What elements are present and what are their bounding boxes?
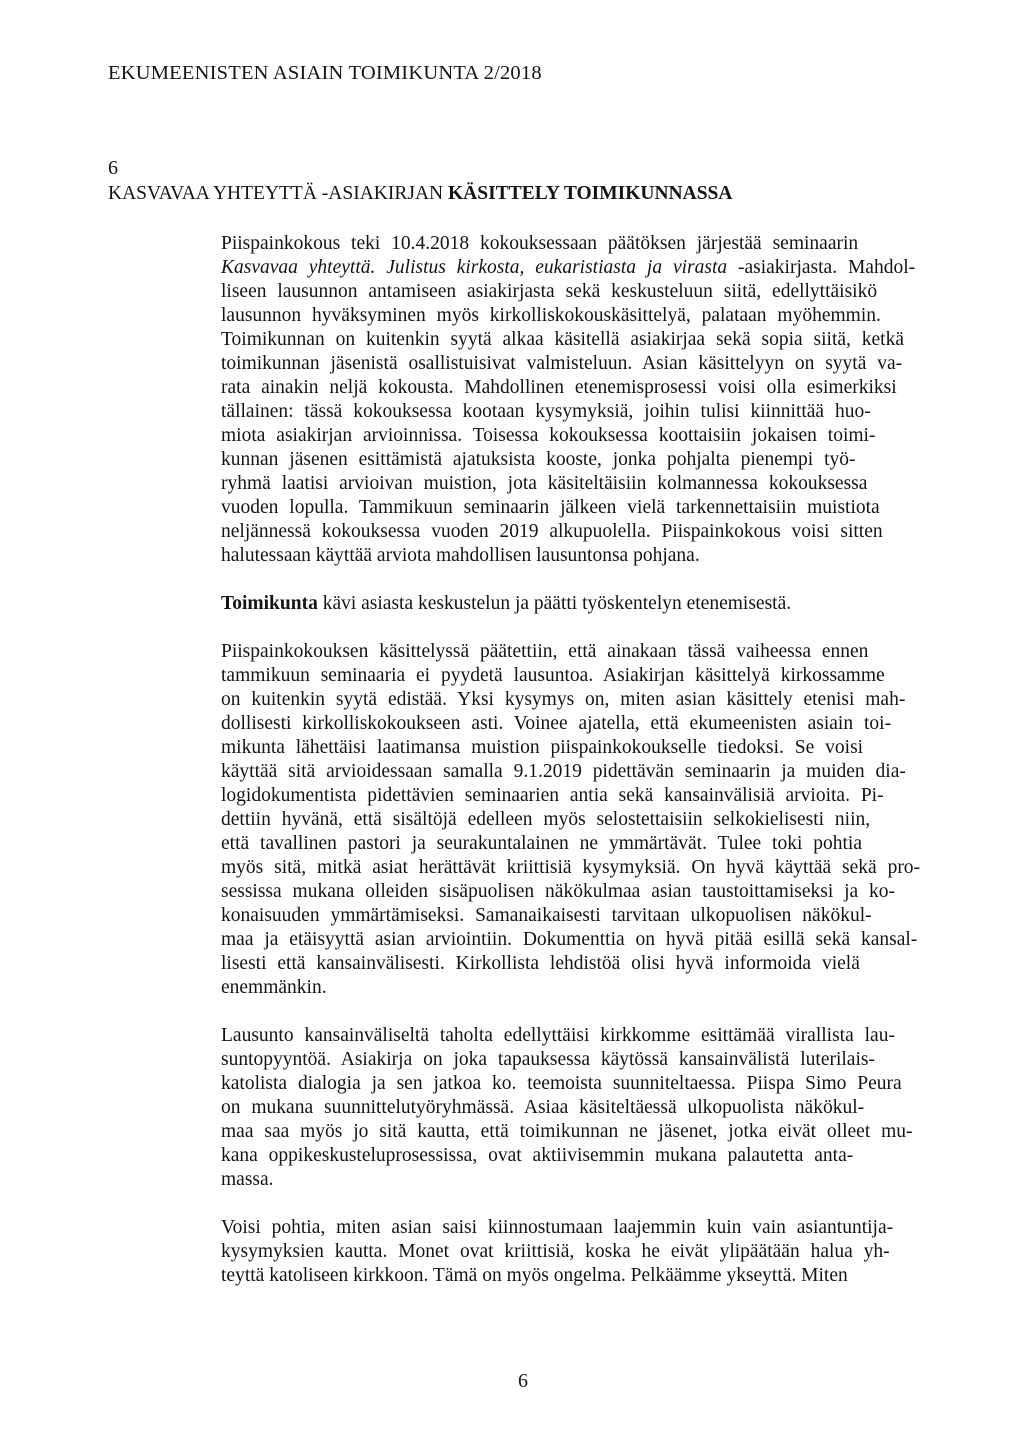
text-run: Voisi pohtia, miten asian saisi kiinnostumaan laajemmin kuin vain asiantuntija- [221, 1217, 894, 1238]
text-line [221, 1264, 848, 1288]
text-line [221, 256, 915, 280]
text-run: kunnan jäsenen esittämistä ajatuksista kooste, jonka pohjalta pienempi työ- [221, 449, 856, 470]
text-line [221, 424, 875, 448]
text-run: dettiin hyvänä, että sisältöjä edelleen myös selostettaisiin selkokielisesti niin, [221, 809, 871, 830]
text-line [221, 352, 902, 376]
text-line [221, 928, 917, 952]
text-line [221, 376, 897, 400]
section-number: 6 [108, 157, 118, 179]
text-line [221, 544, 700, 568]
text-run: massa. [221, 1169, 274, 1190]
text-line [221, 1168, 274, 1192]
text-line [221, 784, 884, 808]
text-line [221, 736, 863, 760]
text-line [221, 328, 904, 352]
text-run: Piispainkokous teki 10.4.2018 kokouksessaan päätöksen järjestää seminaarin [221, 233, 859, 254]
page-number: 6 [518, 1370, 528, 1392]
text-line [221, 976, 327, 1000]
section-title-normal: KASVAVAA YHTEYTTÄ -ASIAKIRJAN [108, 183, 449, 204]
text-line [221, 1216, 893, 1240]
section-title [108, 183, 733, 205]
text-run: neljännessä kokouksessa vuoden 2019 alkupuolella. Piispainkokous voisi sitten [221, 521, 883, 542]
text-run: enemmänkin. [221, 977, 327, 998]
text-line [221, 280, 877, 304]
text-line [221, 232, 858, 256]
text-line [221, 1240, 890, 1264]
text-run: halutessaan käyttää arviota mahdollisen lausuntonsa pohjana. [221, 545, 700, 566]
text-run: on kuitenkin syytä edistää. Yksi kysymys on, miten asian käsittely etenisi mah- [221, 689, 906, 710]
text-line [221, 1024, 895, 1048]
text-line [221, 1096, 864, 1120]
text-line [221, 904, 872, 928]
text-run: kysymyksien kautta. Monet ovat kriittisiä, koska he eivät ylipäätään halua yh- [221, 1241, 890, 1262]
text-line [221, 1144, 853, 1168]
text-line [221, 448, 856, 472]
text-line [221, 952, 860, 976]
text-run: toimikunnan jäsenistä osallistuisivat valmisteluun. Asian käsittelyyn on syytä va- [221, 353, 903, 374]
text-run: mikunta lähettäisi laatimansa muistion piispainkokoukselle tiedoksi. Se voisi [221, 737, 864, 758]
text-line [221, 832, 862, 856]
text-run: kävi asiasta keskustelun ja päätti työskentelyn etenemisestä. [317, 593, 792, 614]
text-line [221, 1072, 902, 1096]
text-line [221, 688, 905, 712]
text-run: konaisuuden ymmärtämiseksi. Samanaikaisesti tarvitaan ulkopuolisen näkökul- [221, 905, 872, 926]
text-run: Toimikunnan on kuitenkin syytä alkaa käsitellä asiakirjaa sekä sopia siitä, ketkä [221, 329, 905, 350]
text-line [221, 592, 791, 616]
text-line [221, 1048, 875, 1072]
text-run: vuoden lopulla. Tammikuun seminaarin jälkeen vielä tarkennettaisiin muistiota [221, 497, 880, 518]
text-run: maa ja etäisyyttä asian arviointiin. Dokumenttia on hyvä pitää esillä sekä kansal- [221, 929, 918, 950]
text-run: Kasvavaa yhteyttä. Julistus kirkosta, eukaristiasta ja virasta [221, 257, 728, 278]
text-run: että tavallinen pastori ja seurakuntalainen ne ymmärtävät. Tulee toki pohtia [221, 833, 862, 854]
text-run: miota asiakirjan arvioinnissa. Toisessa kokouksessa koottaisiin jokaisen toimi- [221, 425, 876, 446]
text-run: suntopyyntöä. Asiakirja on joka tapauksessa käytössä kansainvälistä luterilais- [221, 1049, 875, 1070]
text-run: Piispainkokouksen käsittelyssä päätettiin, että ainakaan tässä vaiheessa ennen [221, 641, 869, 662]
text-line [221, 880, 895, 904]
text-run: lisesti että kansainvälisesti. Kirkollista lehdistöä olisi hyvä informoida vielä [221, 953, 860, 974]
text-line [221, 520, 883, 544]
text-run: teyttä katoliseen kirkkoon. Tämä on myös ongelma. Pelkäämme ykseyttä. Miten [221, 1265, 848, 1286]
text-run: on mukana suunnittelutyöryhmässä. Asiaa käsiteltäessä ulkopuolista näkökul- [221, 1097, 865, 1118]
text-line [221, 664, 885, 688]
text-run: liseen lausunnon antamiseen asiakirjasta sekä keskusteluun siitä, edellyttäisikö [221, 281, 878, 302]
text-line [221, 1120, 913, 1144]
text-line [221, 472, 867, 496]
text-run: -asiakirjasta. Mahdol- [727, 257, 916, 278]
text-line [221, 496, 880, 520]
text-run: kana oppikeskusteluprosessissa, ovat aktiivisemmin mukana palautetta anta- [221, 1145, 854, 1166]
text-run: käyttää sitä arvioidessaan samalla 9.1.2019 pidettävän seminaarin ja muiden dia- [221, 761, 906, 782]
text-line [221, 856, 920, 880]
text-line [221, 400, 871, 424]
text-run: Toimikunta [221, 593, 318, 614]
text-run: logidokumentista pidettävien seminaarien antia sekä kansainvälisiä arvioita. Pi- [221, 785, 884, 806]
document-header: EKUMEENISTEN ASIAIN TOIMIKUNTA 2/2018 [108, 62, 542, 84]
text-run: myös sitä, mitkä asiat herättävät kriittisiä kysymyksiä. On hyvä käyttää sekä pro- [221, 857, 921, 878]
text-run: lausunnon hyväksyminen myös kirkolliskokouskäsittelyä, palataan myöhemmin. [221, 305, 881, 326]
text-line [221, 712, 891, 736]
section-title-bold: KÄSITTELY TOIMIKUNNASSA [448, 183, 733, 204]
text-run: tällainen: tässä kokouksessa kootaan kysymyksiä, joihin tulisi kiinnittää huo- [221, 401, 871, 422]
text-line [221, 760, 906, 784]
text-run: tammikuun seminaaria ei pyydetä lausuntoa. Asiakirjan käsittelyä kirkossamme [221, 665, 885, 686]
text-run: maa saa myös jo sitä kautta, että toimikunnan ne jäsenet, jotka eivät olleet mu- [221, 1121, 913, 1142]
text-run: Lausunto kansainväliseltä taholta edellyttäisi kirkkomme esittämää virallista lau- [221, 1025, 895, 1046]
text-line [221, 304, 881, 328]
text-run: rata ainakin neljä kokousta. Mahdollinen etenemisprosessi voisi olla esimerkiksi [221, 377, 897, 398]
text-run: dollisesti kirkolliskokoukseen asti. Voinee ajatella, että ekumeenisten asiain toi- [221, 713, 892, 734]
text-run: katolista dialogia ja sen jatkoa ko. teemoista suunniteltaessa. Piispa Simo Peura [221, 1073, 902, 1094]
text-run: ryhmä laatisi arvioivan muistion, jota käsiteltäisiin kolmannessa kokouksessa [221, 473, 868, 494]
text-run: sessissa mukana olleiden sisäpuolisen näkökulmaa asian taustoittamiseksi ja ko- [221, 881, 896, 902]
text-line [221, 808, 870, 832]
text-line [221, 640, 868, 664]
